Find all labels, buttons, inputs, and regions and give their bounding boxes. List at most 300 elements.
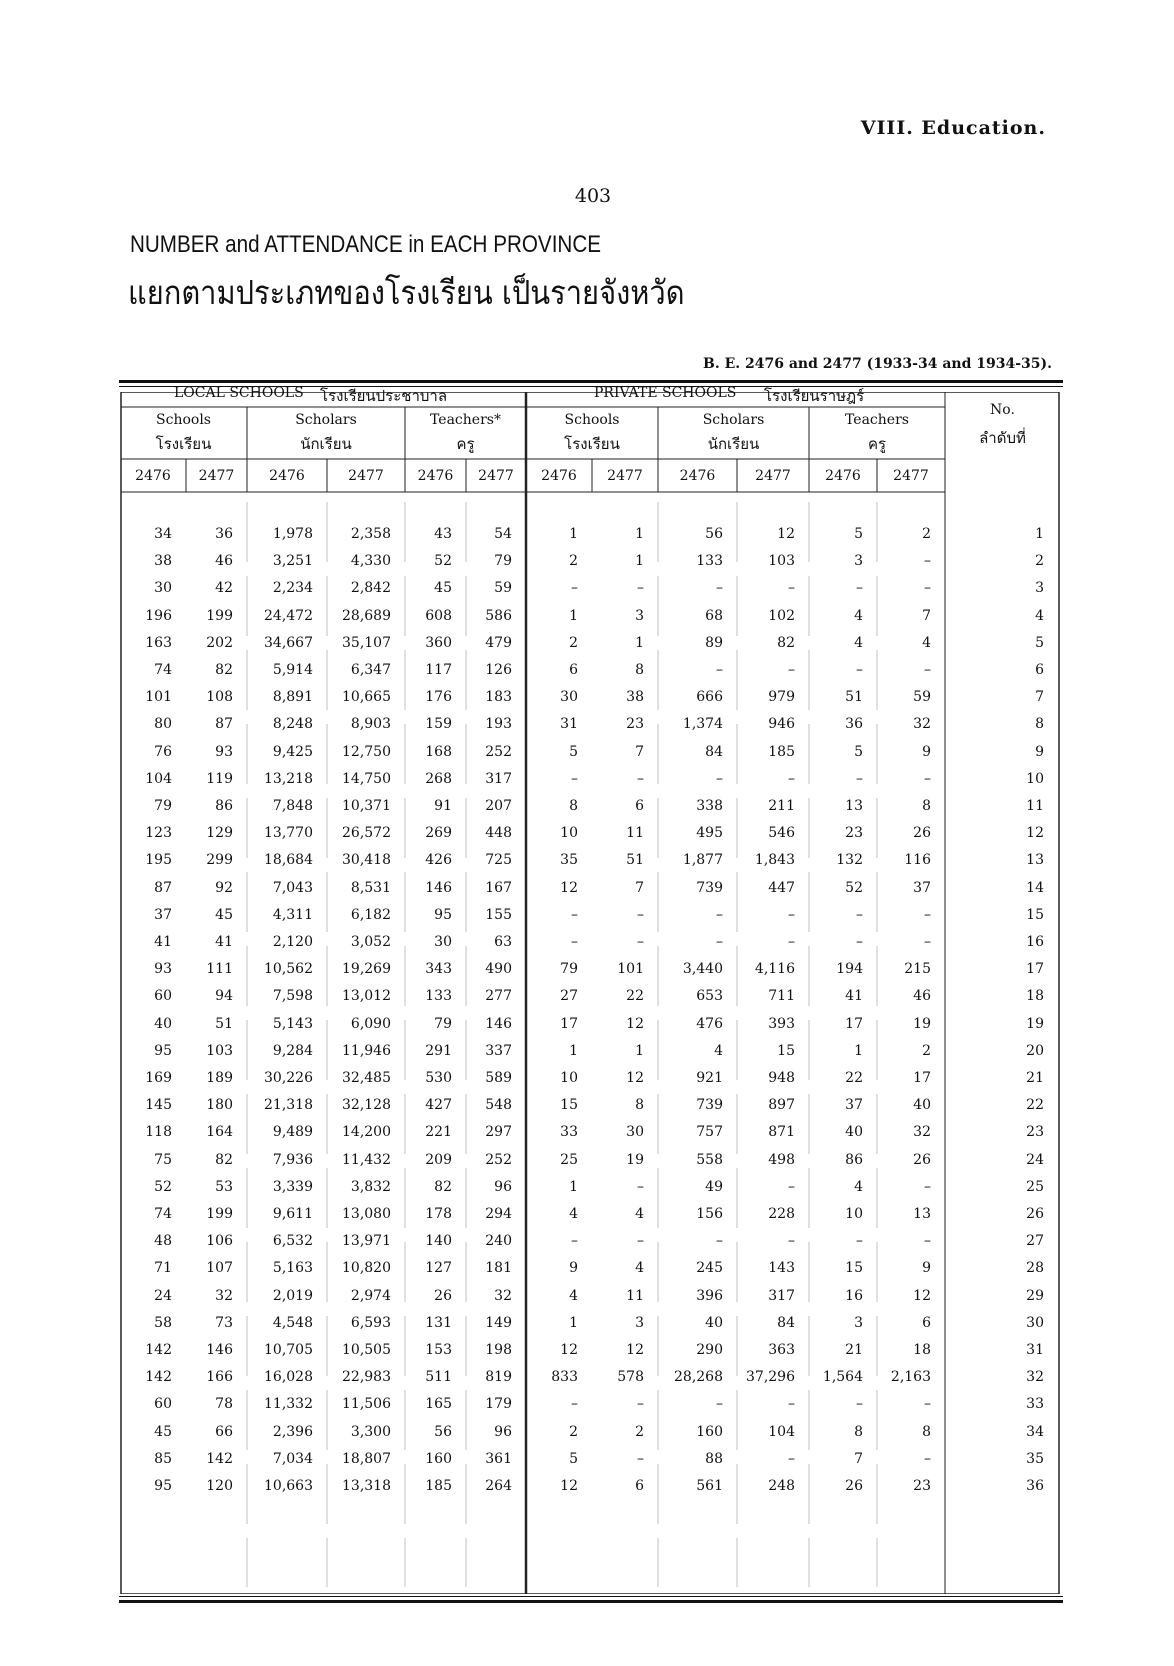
table-cell: 104 [768,1423,795,1440]
table-cell: 8,531 [350,879,391,896]
table-cell: 53 [215,1178,233,1195]
table-cell: 8 [922,798,931,814]
table-cell: 252 [485,743,512,760]
table-cell: 56 [434,1423,452,1440]
table-cell: 608 [425,607,452,624]
table-cell: 167 [485,879,512,896]
table-cell: 149 [485,1314,512,1331]
bottom-rule-thin [119,1596,1063,1597]
table-cell: 299 [206,852,233,869]
table-cell: 117 [425,662,452,678]
table-cell: 1,877 [682,852,723,869]
table-cell: 8 [854,1423,863,1440]
table-cell: 119 [206,770,233,787]
table-cell: 82 [434,1178,452,1195]
table-cell: 11,332 [264,1396,313,1413]
table-cell: 240 [485,1233,512,1250]
table-cell: 1,978 [272,526,313,542]
table-cell: 294 [485,1206,512,1222]
table-cell: 10 [560,1070,578,1086]
table-cell: 86 [845,1151,863,1168]
table-cell: 9,611 [272,1206,313,1222]
local-schools-heading-thai: โรงเรียนประชาบาล [320,387,448,405]
table-cell: 60 [154,1396,172,1413]
table-cell: 127 [425,1260,452,1277]
private-teachers-subheader-thai: ครู [867,435,887,453]
table-cell: – [788,906,795,923]
table-cell: 297 [485,1124,512,1141]
table-cell: 6,182 [350,906,391,923]
table-cell: 13,770 [264,825,313,842]
table-cell: 10,562 [264,961,313,978]
table-cell: 41 [845,988,863,1005]
table-cell: – [716,1233,723,1250]
table-cell: 1,374 [682,716,723,733]
table-cell: 176 [425,689,452,706]
table-cell: 26,572 [342,825,391,842]
table-cell: 290 [696,1342,723,1358]
bottom-rule-thick [119,1600,1063,1603]
table-cell: – [924,906,931,923]
table-cell: 725 [485,852,512,869]
table-cell: 35,107 [342,634,391,651]
table-cell: 215 [904,961,931,978]
table-cell: 126 [485,662,512,678]
table-cell: 495 [696,825,723,842]
private-scholars-subheader-thai: นักเรียน [707,435,760,453]
table-cell: 75 [154,1151,172,1168]
table-cell: 103 [206,1042,233,1059]
row-number: 20 [1026,1042,1044,1059]
table-cell: 51 [845,689,863,706]
table-cell: 15 [560,1097,578,1114]
table-cell: 52 [154,1178,172,1195]
table-cell: 102 [768,607,795,624]
table-cell: 43 [434,526,452,542]
table-cell: 71 [154,1260,172,1277]
table-cell: 2,358 [350,526,391,542]
table-cell: 159 [425,716,452,733]
table-cell: 3,300 [350,1423,391,1440]
table-cell: – [637,906,644,923]
table-cell: 111 [206,961,233,978]
table-cell: 95 [154,1478,172,1494]
table-cell: 2,234 [272,580,313,597]
table-cell: 11 [626,1287,644,1304]
local-teachers-subheader-thai: ครู [456,435,475,453]
table-cell: 13,080 [342,1206,391,1222]
table-cell: 586 [485,607,512,624]
table-cell: 13,318 [342,1478,391,1494]
table-cell: 120 [206,1478,233,1494]
table-cell: – [924,1233,931,1250]
table-cell: 498 [768,1151,795,1168]
table-cell: 181 [485,1260,512,1277]
table-cell: 3,832 [350,1178,391,1195]
table-cell: 84 [705,743,723,760]
table-cell: 26 [845,1478,863,1494]
table-cell: 49 [705,1178,723,1195]
table-cell: 185 [768,743,795,760]
table-cell: 17 [845,1015,863,1032]
table-cell: 18,684 [264,852,313,869]
table-cell: 42 [215,580,233,597]
table-cell: 86 [215,798,233,814]
table-cell: – [571,1396,578,1413]
table-cell: 82 [777,634,795,651]
table-cell: 78 [215,1396,233,1413]
table-cell: 45 [215,906,233,923]
table-cell: – [716,580,723,597]
table-cell: 739 [696,879,723,896]
row-number: 16 [1026,934,1044,950]
table-cell: 87 [215,716,233,733]
row-number: 5 [1035,634,1044,651]
table-cell: 2,842 [350,580,391,597]
table-cell: 7,936 [272,1151,313,1168]
table-cell: – [788,580,795,597]
table-cell: 8 [635,1097,644,1114]
table-cell: 19,269 [342,961,391,978]
table-cell: 32,128 [342,1097,391,1114]
table-cell: 54 [494,526,512,542]
page-number: 403 [574,185,612,207]
table-cell: 1 [569,1314,578,1331]
table-cell: 360 [425,634,452,651]
table-cell: 37 [154,906,172,923]
table-cell: 28,689 [342,607,391,624]
table-cell: 79 [560,961,578,978]
table-cell: 711 [768,988,795,1005]
table-cell: 447 [768,879,795,896]
row-number: 1 [1035,526,1044,542]
table-cell: 8,903 [350,716,391,733]
table-cell: 7 [635,879,644,896]
table-cell: 160 [425,1450,452,1467]
table-cell: 5 [569,743,578,760]
table-cell: – [856,770,863,787]
table-cell: 27 [560,988,578,1005]
row-number: 35 [1026,1450,1044,1467]
table-cell: 165 [425,1396,452,1413]
table-cell: – [856,1233,863,1250]
table-cell: 79 [154,798,172,814]
row-number: 6 [1035,662,1044,678]
table-cell: 4,116 [754,961,795,978]
table-cell: 209 [425,1151,452,1168]
row-number: 8 [1035,716,1044,733]
private-schools-subheader: Schools [564,412,620,428]
table-cell: 18,807 [342,1450,391,1467]
row-number: 10 [1026,770,1044,787]
table-cell: 73 [215,1314,233,1331]
table-cell: 68 [705,607,723,624]
table-cell: – [637,1450,644,1467]
row-number: 29 [1026,1287,1044,1304]
table-cell: 56 [705,526,723,542]
table-cell: 12,750 [342,743,391,760]
table-cell: – [788,662,795,678]
table-cell: 104 [145,770,172,787]
table-cell: 1,564 [822,1369,863,1386]
table-cell: 84 [777,1314,795,1331]
row-number: 21 [1026,1070,1044,1086]
row-number: 15 [1026,906,1044,923]
table-cell: 60 [154,988,172,1005]
table-cell: 2 [922,1042,931,1059]
row-number: 31 [1026,1342,1044,1358]
table-cell: 490 [485,961,512,978]
table-cell: 6,347 [350,662,391,678]
table-cell: – [571,580,578,597]
row-number: 24 [1026,1151,1044,1168]
table-cell: 30,418 [342,852,391,869]
table-cell: 94 [215,988,233,1005]
table-cell: 5 [854,743,863,760]
table-cell: 23 [913,1478,931,1494]
table-cell: 4 [635,1206,644,1222]
table-cell: 653 [696,988,723,1005]
table-cell: 5,914 [272,662,313,678]
table-cell: 16,028 [264,1369,313,1386]
table-cell: 96 [494,1423,512,1440]
table-cell: 757 [696,1124,723,1141]
table-cell: 178 [425,1206,452,1222]
table-cell: 17 [560,1015,578,1032]
table-cell: 4 [854,1178,863,1195]
table-cell: 2,396 [272,1423,313,1440]
row-number: 13 [1026,852,1044,869]
table-cell: – [637,770,644,787]
table-cell: 4,548 [272,1314,313,1331]
table-cell: 291 [425,1042,452,1059]
table-cell: 142 [145,1342,172,1358]
table-cell: 140 [425,1233,452,1250]
table-cell: – [924,553,931,570]
row-number: 18 [1026,988,1044,1005]
table-cell: 12 [560,879,578,896]
table-cell: 396 [696,1287,723,1304]
table-cell: 448 [485,825,512,842]
table-cell: – [788,1396,795,1413]
table-cell: 264 [485,1478,512,1494]
table-cell: 12 [913,1287,931,1304]
table-cell: 103 [768,553,795,570]
table-cell: 95 [434,906,452,923]
table-cell: 19 [626,1151,644,1168]
education-table [120,385,1060,1594]
table-cell: – [716,906,723,923]
year-header-2: 2476 [269,468,305,484]
table-cell: 46 [913,988,931,1005]
row-number: 25 [1026,1178,1044,1195]
table-cell: – [637,1396,644,1413]
table-cell: 198 [485,1342,512,1358]
table-cell: 7 [854,1450,863,1467]
row-number: 17 [1026,961,1044,978]
table-cell: 897 [768,1097,795,1114]
table-cell: 163 [145,634,172,651]
table-cell: 195 [145,852,172,869]
period-caption: B. E. 2476 and 2477 (1933-34 and 1934-35). [702,356,1052,372]
table-cell: – [788,1233,795,1250]
table-cell: 338 [696,798,723,814]
table-cell: – [637,1233,644,1250]
table-cell: 1,843 [754,852,795,869]
table-cell: 530 [425,1070,452,1086]
table-cell: 196 [145,607,172,624]
table-cell: 6,532 [272,1233,313,1250]
table-cell: 1 [569,1178,578,1195]
table-cell: 7 [922,607,931,624]
private-teachers-subheader: Teachers [845,412,909,428]
table-cell: 8 [922,1423,931,1440]
table-cell: 277 [485,988,512,1005]
row-number: 36 [1026,1478,1044,1494]
table-cell: 7,043 [272,879,313,896]
table-cell: – [571,770,578,787]
table-cell: 1 [569,526,578,542]
table-cell: 31 [560,716,578,733]
table-cell: 739 [696,1097,723,1114]
private-schools-subheader-thai: โรงเรียน [564,435,620,453]
table-cell: 13,218 [264,770,313,787]
table-cell: 871 [768,1124,795,1141]
table-cell: 59 [494,580,512,597]
table-cell: 1 [635,526,644,542]
table-cell: – [924,662,931,678]
table-cell: 24,472 [264,607,313,624]
table-cell: 1 [635,1042,644,1059]
table-cell: 24 [154,1287,172,1304]
table-cell: 5,163 [272,1260,313,1277]
table-cell: 30 [560,689,578,706]
table-cell: – [637,934,644,950]
table-cell: – [924,934,931,950]
row-number: 11 [1026,798,1044,814]
table-cell: – [924,1178,931,1195]
table-cell: 160 [696,1423,723,1440]
table-cell: 164 [206,1124,233,1141]
table-cell: 317 [768,1287,795,1304]
table-cell: 10 [845,1206,863,1222]
table-cell: 921 [696,1070,723,1086]
table-cell: 7 [635,743,644,760]
table-cell: 10,505 [342,1342,391,1358]
table-cell: 3,440 [682,961,723,978]
table-cell: 479 [485,634,512,651]
table-cell: 9,284 [272,1042,313,1059]
year-header-0: 2476 [135,468,171,484]
table-cell: 85 [154,1450,172,1467]
table-cell: 41 [154,934,172,950]
row-number: 27 [1026,1233,1044,1250]
table-cell: 14,200 [342,1124,391,1141]
table-cell: 199 [206,1206,233,1222]
table-cell: 979 [768,689,795,706]
table-cell: 3 [635,1314,644,1331]
table-cell: – [788,1178,795,1195]
table-cell: 13,971 [342,1233,391,1250]
table-cell: 4 [569,1287,578,1304]
table-cell: 101 [145,689,172,706]
table-cell: 3 [854,1314,863,1331]
table-cell: 8,248 [272,716,313,733]
table-cell: 819 [485,1369,512,1386]
year-header-6: 2476 [541,468,577,484]
table-cell: – [788,770,795,787]
table-cell: – [637,580,644,597]
table-cell: 32 [913,716,931,733]
table-cell: 2 [569,1423,578,1440]
table-cell: 17 [913,1070,931,1086]
table-cell: 12 [777,526,795,542]
table-cell: 5 [569,1450,578,1467]
table-cell: 1 [635,634,644,651]
table-cell: 4 [922,634,931,651]
table-cell: 6,593 [350,1314,391,1331]
table-cell: 202 [206,634,233,651]
table-cell: 22 [845,1070,863,1086]
table-cell: 2 [922,526,931,542]
table-cell: 146 [206,1342,233,1358]
table-cell: 26 [913,825,931,842]
table-cell: 88 [705,1450,723,1467]
table-cell: 2 [569,634,578,651]
table-cell: 179 [485,1396,512,1413]
table-cell: 193 [485,716,512,733]
table-cell: 37 [913,879,931,896]
table-cell: 30 [626,1124,644,1141]
table-cell: 40 [845,1124,863,1141]
row-number: 26 [1026,1206,1044,1222]
table-cell: 10,820 [342,1260,391,1277]
table-cell: 4 [854,607,863,624]
table-cell: 40 [705,1314,723,1331]
table-cell: 248 [768,1478,795,1494]
table-cell: 6,090 [350,1015,391,1032]
table-cell: 30 [154,580,172,597]
table-cell: 133 [696,553,723,570]
table-cell: 101 [617,961,644,978]
table-cell: 142 [206,1450,233,1467]
table-cell: 80 [154,716,172,733]
table-cell: – [571,906,578,923]
table-cell: 32 [913,1124,931,1141]
table-cell: – [924,580,931,597]
table-cell: 578 [617,1369,644,1386]
row-number: 22 [1026,1097,1044,1114]
table-cell: 9 [922,743,931,760]
table-cell: 19 [913,1015,931,1032]
table-cell: 11,946 [342,1042,391,1059]
table-cell: – [924,1450,931,1467]
row-number: 7 [1035,689,1044,706]
table-cell: 92 [215,879,233,896]
private-schools-heading-thai: โรงเรียนราษฎร์ [764,387,865,405]
table-cell: 48 [154,1233,172,1250]
year-header-8: 2476 [679,468,716,484]
local-scholars-subheader-thai: นักเรียน [300,435,352,453]
year-header-4: 2476 [417,468,454,484]
table-cell: 2 [635,1423,644,1440]
table-cell: 10,665 [342,689,391,706]
table-cell: 32 [215,1287,233,1304]
table-cell: 16 [845,1287,863,1304]
table-cell: 51 [626,852,644,869]
table-cell: 11,432 [342,1151,391,1168]
table-cell: – [571,1233,578,1250]
